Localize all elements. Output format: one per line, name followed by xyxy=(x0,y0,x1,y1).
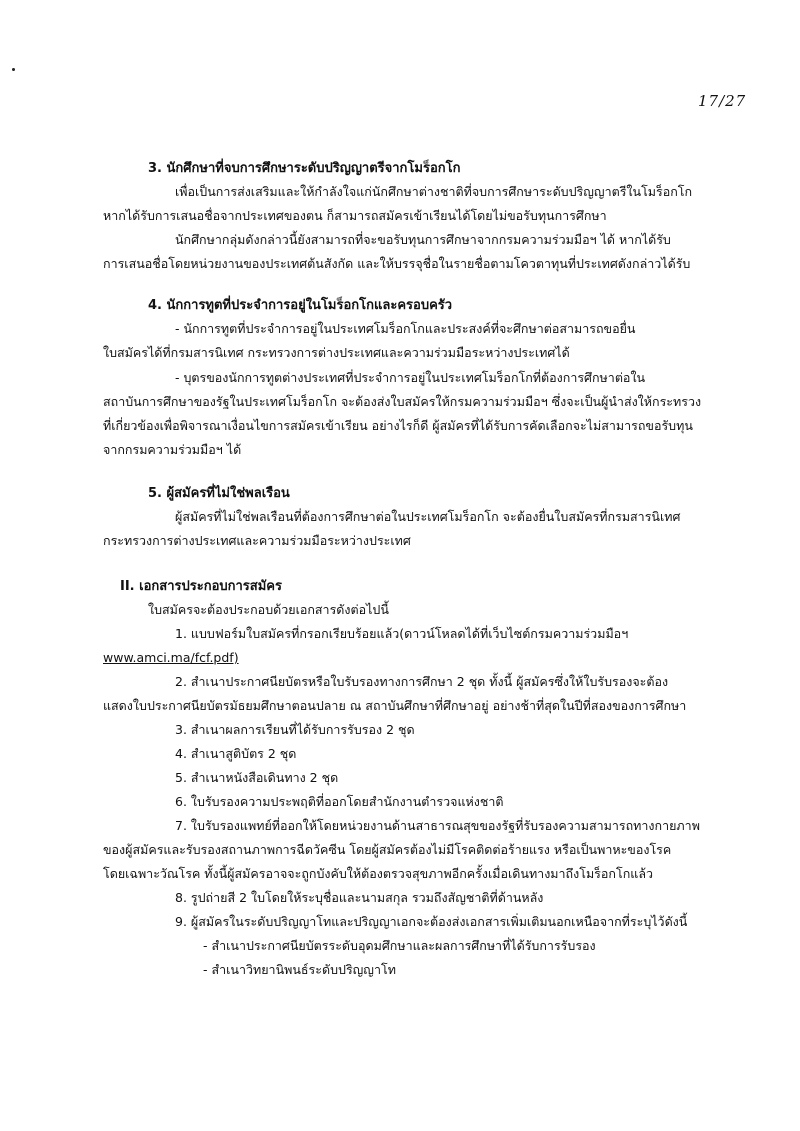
section2-heading: II. เอกสารประกอบการสมัคร xyxy=(120,579,282,594)
list-item-continued: ของผู้สมัครและรับรองสถานภาพการฉีดวัคซีน โดยผู้สมัครต้องไม่มีโรคติดต่อร้ายแรง หรือเป็นพาหะของโรค xyxy=(103,842,672,857)
amci-form-link[interactable]: www.amci.ma/fcf.pdf) xyxy=(103,650,239,665)
section4-text: สถาบันการศึกษาของรัฐในประเทศโมร็อกโก จะต้องส่งใบสมัครให้กรมความร่วมมือฯ ซึ่งจะเป็นผู้นำส่งให้กระทรวง xyxy=(103,394,702,409)
section5-heading: 5. ผู้สมัครที่ไม่ใช่พลเรือน xyxy=(148,486,290,501)
section3-heading: 3. นักศึกษาที่จบการศึกษาระดับปริญญาตรีจากโมร็อกโก xyxy=(148,161,461,176)
section4-bullet: - บุตรของนักการทูตต่างประเทศที่ประจำการอยู่ในประเทศโมร็อกโกที่ต้องการศึกษาต่อใน xyxy=(175,370,646,385)
section4-text: จากกรมความร่วมมือฯ ได้ xyxy=(103,442,242,457)
list-item: 1. แบบฟอร์มใบสมัครที่กรอกเรียบร้อยแล้ว(ดาวน์โหลดได้ที่เว็บไซต์กรมความร่วมมือฯ xyxy=(175,626,629,641)
list-item: 8. รูปถ่ายสี 2 ใบโดยให้ระบุชื่อและนามสกุล รวมถึงสัญชาติที่ด้านหลัง xyxy=(175,890,544,905)
section4-text: ที่เกี่ยวข้องเพื่อพิจารณาเงื่อนไขการสมัครเข้าเรียน อย่างไรก็ดี ผู้สมัครที่ได้รับการคัดเลือกจะไม่สามารถขอรับทุน xyxy=(103,418,693,433)
section3-text: นักศึกษากลุ่มดังกล่าวนี้ยังสามารถที่จะขอรับทุนการศึกษาจากกรมความร่วมมือฯ ได้ หากได้รับ xyxy=(175,232,671,247)
page-number xyxy=(698,92,758,142)
section3-text: เพื่อเป็นการส่งเสริมและให้กำลังใจแก่นักศึกษาต่างชาติที่จบการศึกษาระดับปริญญาตรีในโมร็อกโก xyxy=(175,184,693,199)
section4-bullet: - นักการทูตที่ประจำการอยู่ในประเทศโมร็อกโกและประสงค์ที่จะศึกษาต่อสามารถขอยื่น xyxy=(175,321,636,336)
sub-list-item: - สำเนาวิทยานิพนธ์ระดับปริญญาโท xyxy=(203,962,396,977)
list-item-continued: โดยเฉพาะวัณโรค ทั้งนี้ผู้สมัครอาจจะถูกบังคับให้ต้องตรวจสุขภาพอีกครั้งเมื่อเดินทางมาถึงโมร็อกโกแล้ว xyxy=(103,866,653,881)
list-item: 4. สำเนาสูติบัตร 2 ชุด xyxy=(175,746,297,761)
section2-intro: ใบสมัครจะต้องประกอบด้วยเอกสารดังต่อไปนี้ xyxy=(148,602,389,617)
list-item: 9. ผู้สมัครในระดับปริญญาโทและปริญญาเอกจะต้องส่งเอกสารเพิ่มเติมนอกเหนือจากที่ระบุไว้ดังนี้ xyxy=(175,914,688,929)
section5-text: ผู้สมัครที่ไม่ใช่พลเรือนที่ต้องการศึกษาต่อในประเทศโมร็อกโก จะต้องยื่นใบสมัครที่กรมสารนิเทศ xyxy=(175,509,681,524)
scan-speck xyxy=(12,68,15,71)
section4-heading: 4. นักการทูตที่ประจำการอยู่ในโมร็อกโกและครอบครัว xyxy=(148,298,453,313)
page-number-text: 17/27 xyxy=(698,92,747,110)
section3-text: การเสนอชื่อโดยหน่วยงานของประเทศต้นสังกัด และให้บรรจุชื่อในรายชื่อตามโควตาทุนที่ประเทศดังกล่าวได้รับ xyxy=(103,256,691,271)
list-item: 7. ใบรับรองแพทย์ที่ออกให้โดยหน่วยงานด้านสาธารณสุขของรัฐที่รับรองความสามารถทางกายภาพ xyxy=(175,818,700,833)
list-item: 3. สำเนาผลการเรียนที่ได้รับการรับรอง 2 ชุด xyxy=(175,722,415,737)
section5-text: กระทรวงการต่างประเทศและความร่วมมือระหว่างประเทศ xyxy=(103,533,411,548)
section3-text: หากได้รับการเสนอชื่อจากประเทศของตน ก็สามารถสมัครเข้าเรียนได้โดยไม่ขอรับทุนการศึกษา xyxy=(103,208,607,223)
list-item: 2. สำเนาประกาศนียบัตรหรือใบรับรองทางการศึกษา 2 ชุด ทั้งนี้ ผู้สมัครซึ่งให้ใบรับรองจะต้อง xyxy=(175,674,669,689)
section4-text: ใบสมัครได้ที่กรมสารนิเทศ กระทรวงการต่างประเทศและความร่วมมือระหว่างประเทศได้ xyxy=(103,345,570,360)
sub-list-item: - สำเนาประกาศนียบัตรระดับอุดมศึกษาและผลการศึกษาที่ได้รับการรับรอง xyxy=(203,938,596,953)
list-item-continued: แสดงใบประกาศนียบัตรมัธยมศึกษาตอนปลาย ณ สถาบันศึกษาที่ศึกษาอยู่ อย่างช้าที่สุดในปีที่สองของการศึกษา xyxy=(103,698,687,713)
list-item: 5. สำเนาหนังสือเดินทาง 2 ชุด xyxy=(175,770,339,785)
list-item: 6. ใบรับรองความประพฤติที่ออกโดยสำนักงานตำรวจแห่งชาติ xyxy=(175,794,504,809)
